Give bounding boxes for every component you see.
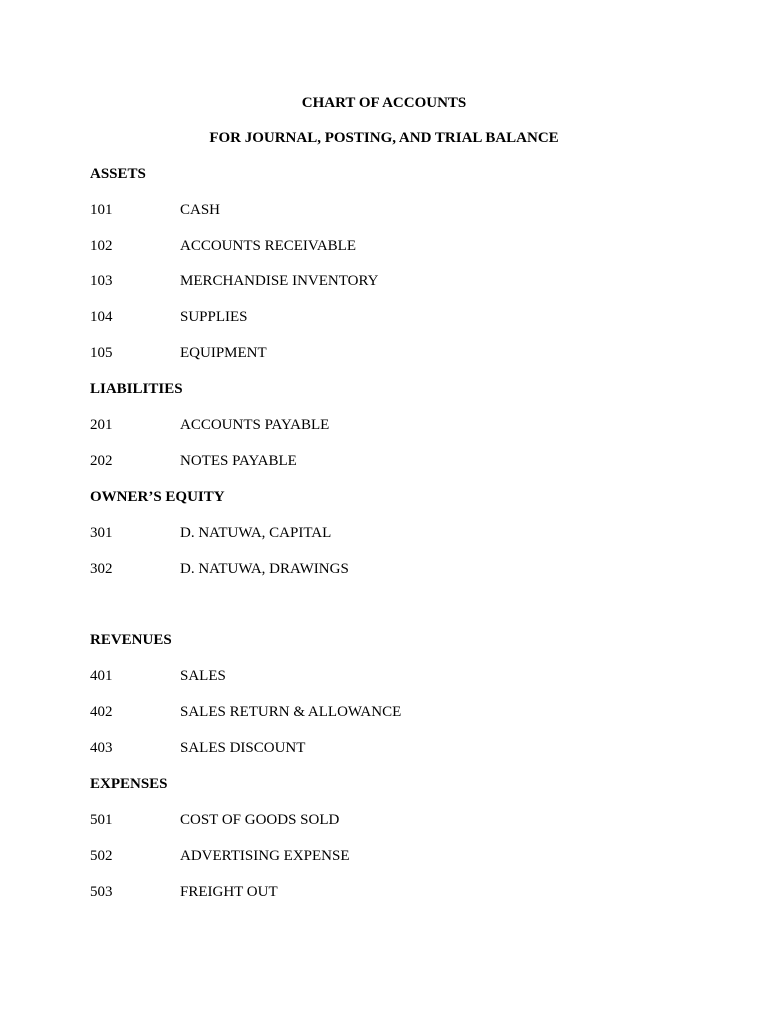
account-row (90, 739, 690, 757)
section-heading-revenues: REVENUES (90, 632, 172, 648)
account-row (90, 847, 690, 865)
account-row (90, 524, 690, 542)
section-heading-owners-equity: OWNER’S EQUITY (90, 489, 225, 505)
account-row (90, 237, 690, 255)
account-name: MERCHANDISE INVENTORY (180, 273, 379, 289)
document-subtitle: FOR JOURNAL, POSTING, AND TRIAL BALANCE (209, 130, 559, 146)
account-name: CASH (180, 202, 221, 218)
account-row (90, 272, 690, 290)
account-number: 503 (90, 884, 113, 900)
account-row (90, 308, 690, 326)
account-name: SALES (180, 668, 226, 684)
account-number: 104 (90, 309, 113, 325)
account-name: ACCOUNTS PAYABLE (180, 417, 330, 433)
account-number: 501 (90, 812, 113, 828)
account-name: FREIGHT OUT (180, 884, 278, 900)
account-number: 302 (90, 561, 113, 577)
account-name: SUPPLIES (180, 309, 248, 325)
account-row (90, 560, 690, 578)
account-number: 502 (90, 848, 113, 864)
account-row (90, 344, 690, 362)
account-row (90, 703, 690, 721)
section-heading-expenses: EXPENSES (90, 776, 168, 792)
account-number: 301 (90, 525, 113, 541)
account-number: 401 (90, 668, 113, 684)
account-row (90, 667, 690, 685)
document-title: CHART OF ACCOUNTS (301, 95, 467, 111)
account-number: 101 (90, 202, 113, 218)
account-number: 402 (90, 704, 113, 720)
account-name: D. NATUWA, DRAWINGS (180, 561, 349, 577)
account-name: D. NATUWA, CAPITAL (180, 525, 332, 541)
account-number: 202 (90, 453, 113, 469)
account-name: ADVERTISING EXPENSE (180, 848, 350, 864)
account-name: SALES RETURN & ALLOWANCE (180, 704, 402, 720)
account-name: ACCOUNTS RECEIVABLE (180, 238, 356, 254)
account-number: 105 (90, 345, 113, 361)
account-row (90, 811, 690, 829)
account-number: 102 (90, 238, 113, 254)
account-row (90, 452, 690, 470)
section-heading-assets: ASSETS (90, 166, 146, 182)
account-name: NOTES PAYABLE (180, 453, 297, 469)
section-heading-liabilities: LIABILITIES (90, 381, 183, 397)
account-name: COST OF GOODS SOLD (180, 812, 340, 828)
account-name: EQUIPMENT (180, 345, 267, 361)
account-row (90, 883, 690, 901)
account-number: 103 (90, 273, 113, 289)
account-number: 403 (90, 740, 113, 756)
account-number: 201 (90, 417, 113, 433)
account-row (90, 201, 690, 219)
account-name: SALES DISCOUNT (180, 740, 306, 756)
account-row (90, 416, 690, 434)
